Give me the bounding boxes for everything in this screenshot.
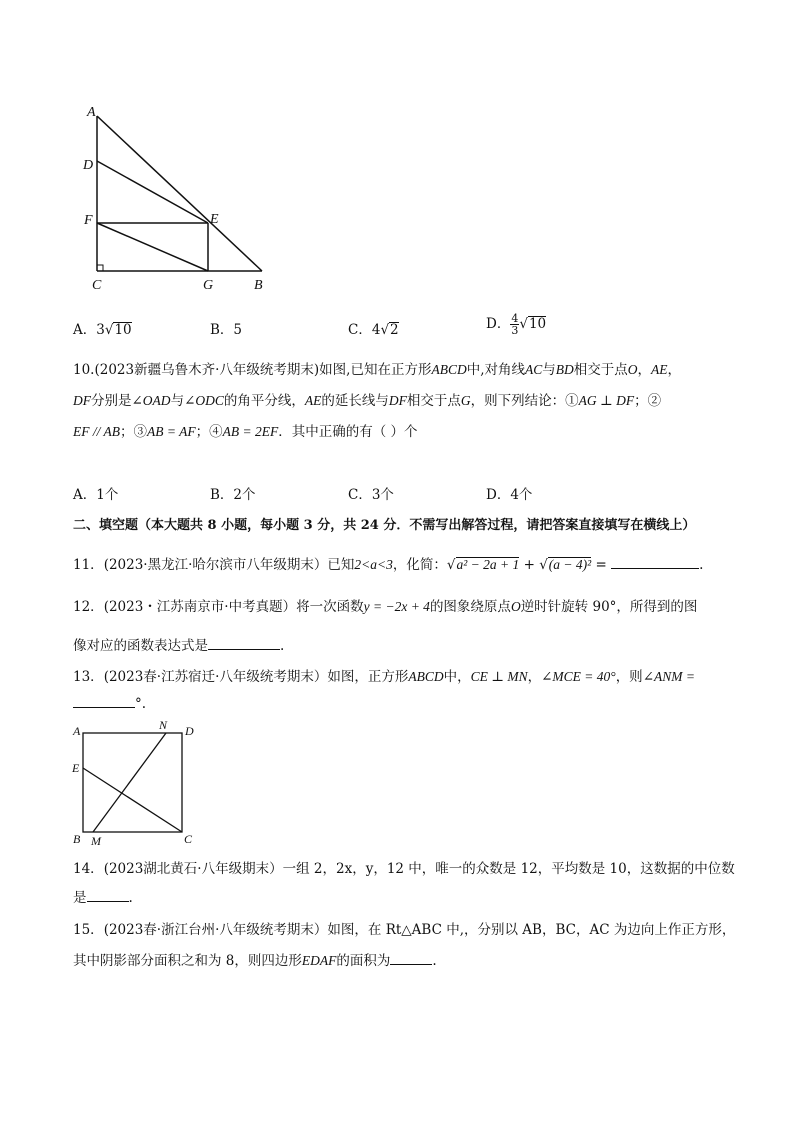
square-abcd (83, 733, 182, 832)
q12-answer-blank[interactable] (208, 637, 280, 650)
sqrt-sign: √ (539, 557, 548, 573)
q11-source: (2023·黑龙江·哈尔滨市八年级期末） (103, 557, 328, 573)
q10-option-c: C．3个 (348, 487, 394, 503)
q15-line1: 15．(2023春·浙江台州·八年级统考期末）如图，在 Rt△ABC 中,，分别以 AB，BC，AC 为边向上作正方形， (73, 922, 736, 938)
triangle-figure (80, 100, 280, 300)
label-b: B (73, 832, 81, 846)
label-b: B (254, 278, 263, 293)
segment-de (97, 161, 208, 223)
q13-line1: 13．(2023春·江苏宿迁·八年级统考期末）如图，正方形ABCD中，CE ⊥ MN，∠MCE = 40°，则∠ANM = (73, 669, 695, 685)
q13-answer-blank[interactable] (73, 695, 135, 708)
q12-source: (2023・江苏南京市·中考真题） (103, 599, 297, 615)
q10-line3: EF // AB；③AB = AF；④AB = 2EF．其中正确的有（ ）个 (73, 424, 418, 440)
label-c: C (92, 278, 102, 293)
sqrt-sign: √ (104, 322, 114, 338)
q15-line2: 其中阴影部分面积之和为 8，则四边形EDAF的面积为 . (73, 953, 437, 969)
label-f: F (84, 213, 93, 228)
q11: 11．(2023·黑龙江·哈尔滨市八年级期末）已知2<a<3，化简：√a² − 2a + 1 + √(a − 4)² = . (73, 557, 704, 573)
label-d: D (185, 724, 194, 738)
segment-mn (93, 733, 166, 832)
q9-option-d: D． $\frac{4}{3}$ √10 (486, 312, 547, 337)
label-a: A (87, 105, 96, 120)
sqrt-sign: √ (446, 557, 456, 573)
section-heading: 二、填空题（本大题共 8 小题，每小题 3 分，共 24 分．不需写出解答过程，请把答案直接填写在横线上） (73, 518, 696, 533)
q9-option-b: B．5 (210, 322, 243, 338)
label-m: M (91, 834, 101, 846)
q10-option-b: B．2个 (210, 487, 256, 503)
q14-line2: 是 . (73, 890, 133, 906)
label-a: A (73, 724, 81, 738)
q12-line1: 12．(2023・江苏南京市·中考真题）将一次函数y = −2x + 4的图象绕原点O逆时针旋转 90°，所得到的图 (73, 599, 698, 615)
segment-fg (97, 223, 208, 271)
q15-answer-blank[interactable] (390, 952, 432, 965)
label-e: E (72, 761, 80, 775)
q10-source: (2023新疆乌鲁木齐·八年级统考期末) (94, 362, 320, 378)
sqrt-sign: √ (519, 316, 528, 332)
square-figure (70, 718, 200, 846)
q9-option-a: A．3√10 (73, 322, 132, 338)
q11-answer-blank[interactable] (611, 556, 699, 569)
q12-line2: 像对应的函数表达式是 . (73, 638, 285, 654)
right-angle-mark (97, 265, 103, 271)
q14-line1: 14．(2023湖北黄石·八年级期末）一组 2，2x，y，12 中，唯一的众数是 12，平均数是 10，这数据的中位数 (73, 861, 735, 877)
label-g: G (203, 278, 214, 293)
q13-source: (2023春·江苏宿迁·八年级统考期末） (103, 669, 328, 685)
side-ab (97, 116, 262, 271)
q10-line2: DF分别是∠OAD与∠ODC的角平分线，AE的延长线与DF相交于点G，则下列结论：①AG ⊥ DF；② (73, 393, 662, 409)
label-c: C (184, 832, 193, 846)
q13-line2: °. (73, 695, 146, 712)
label-n: N (159, 718, 168, 732)
fraction: $\frac{4}{3}$ (511, 312, 519, 337)
label-d: D (83, 158, 94, 173)
q14-source: (2023湖北黄石·八年级期末） (103, 861, 283, 877)
q10-option-d: D．4个 (486, 487, 533, 503)
q10-option-a: A．1个 (73, 487, 119, 503)
sqrt-sign: √ (380, 322, 390, 338)
q10-line1: 10.(2023新疆乌鲁木齐·八年级统考期末)如图,已知在正方形ABCD中,对角线AC与BD相交于点O，AE， (73, 362, 682, 378)
q14-answer-blank[interactable] (87, 889, 129, 902)
label-e: E (210, 212, 219, 227)
q9-option-c: C．4√2 (348, 322, 399, 338)
q15-source: (2023春·浙江台州·八年级统考期末） (103, 922, 328, 938)
